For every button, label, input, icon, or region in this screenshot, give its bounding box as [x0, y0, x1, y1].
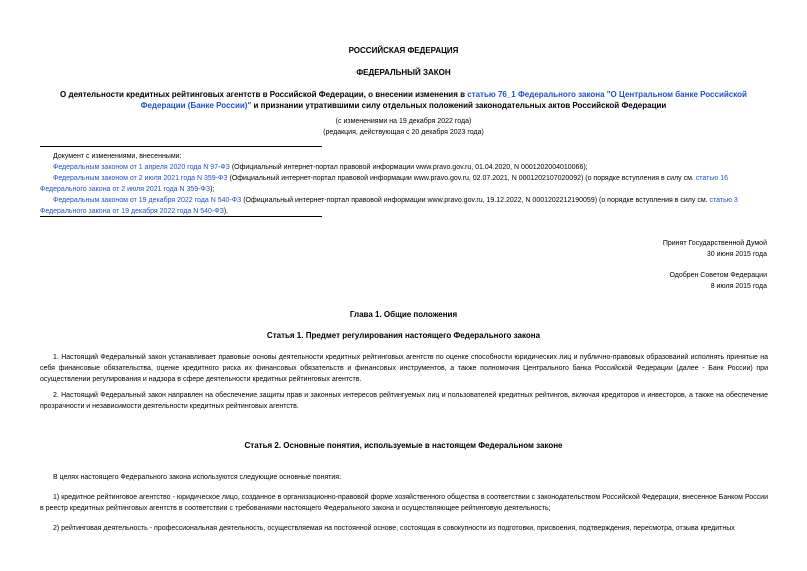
law-title-part2: и признании утратившими силу отдельных положений законодательных актов Российской Федерации	[251, 101, 667, 110]
article2-intro: В целях настоящего Федерального закона используются следующие основные понятия:	[53, 474, 342, 481]
duma-adoption-label: Принят Государственной Думой	[662, 240, 767, 247]
article2-definition2: 2) рейтинговая деятельность - профессиональная деятельность, осуществляемая на постоянной основе, состоящая в совокупности из подготовки, присвоения, подтверждения, пересмотра, отзыва кредитных	[53, 525, 735, 532]
article2-definition1: 1) кредитное рейтинговое агентство - юридическое лицо, созданное в организационно-правовой форме хозяйственного общества в соответствии с законодательством Российской Федерации, внесенное Банком России в реестр кредитных рейтинговых агентств в соответствии с требованиями настоящего Федерального закона и осуществляющее рейтинговую деятельность;	[40, 494, 768, 512]
amendments-bottom-rule	[40, 216, 322, 217]
amendment-entry-link[interactable]: статью 16 Федерального закона от 2 июля 2021 года N 359-ФЗ	[40, 175, 728, 193]
amendment-entry-link[interactable]: статью 3 Федерального закона от 19 декабря 2022 года N 540-ФЗ	[40, 197, 738, 215]
amendment-item-text: (Официальный интернет-портал правовой информации www.pravo.gov.ru, 19.12.2022, N 0001202212190059) (о порядке вступления в силу см.	[241, 197, 710, 204]
amendment-item-tail: );	[210, 186, 215, 193]
chapter1-title: Глава 1. Общие положения	[349, 310, 458, 319]
article1-paragraph1: 1. Настоящий Федеральный закон устанавливает правовые основы деятельности кредитных рейтинговых агентств по оценке способности юридических лиц и публично-правовых образований исполнять принятые на себя финансовые обязательства, оценке кредитного риска их финансовых обязательств и финансовых инструментов, а также полномочия Центрального банка Российской Федерации (далее - Банк России) при осуществлении регулирования и надзора в сфере деятельности кредитных рейтинговых агентств.	[40, 354, 768, 383]
amendment-law-link[interactable]: Федеральным законом от 1 апреля 2020 года N 97-ФЗ	[53, 164, 230, 171]
federation-heading: РОССИЙСКАЯ ФЕДЕРАЦИЯ	[348, 46, 459, 55]
amendment-item	[40, 173, 768, 195]
article2-title: Статья 2. Основные понятия, используемые в настоящем Федеральном законе	[244, 441, 563, 450]
article1-paragraph2: 2. Настоящий Федеральный закон направлен на обеспечение защиты прав и законных интересов рейтингуемых лиц и пользователей кредитных рейтингов, включая кредиторов и инвесторов, а также на обеспечение прозрачности и независимости деятельности кредитных рейтинговых агентств.	[40, 392, 768, 410]
amendment-item	[40, 195, 768, 217]
duma-adoption-date: 30 июня 2015 года	[706, 251, 767, 258]
amendment-item-text: (Официальный интернет-портал правовой информации www.pravo.gov.ru, 02.07.2021, N 0001202107020092) (о порядке вступления в силу см.	[227, 175, 696, 182]
amendment-item	[40, 162, 768, 173]
amendments-top-rule	[40, 146, 322, 147]
council-approval-label: Одобрен Советом Федерации	[669, 272, 767, 279]
amendments-intro: Документ с изменениями, внесенными:	[53, 153, 182, 160]
amendment-item-tail: ).	[223, 208, 229, 215]
amendment-law-link[interactable]: Федеральным законом от 2 июля 2021 года N 359-ФЗ	[53, 175, 228, 182]
central-bank-law-link[interactable]: статью 76_1 Федерального закона "О Центральном банке Российской Федерации (Банке России)"	[140, 90, 747, 110]
amendment-item-text: (Официальный интернет-портал правовой информации www.pravo.gov.ru, 01.04.2020, N 0001202004010066);	[229, 164, 588, 171]
amendment-law-link[interactable]: Федеральным законом от 19 декабря 2022 года N 540-ФЗ	[53, 197, 242, 204]
law-type-heading: ФЕДЕРАЛЬНЫЙ ЗАКОН	[356, 68, 451, 77]
council-approval-date: 8 июля 2015 года	[710, 283, 767, 290]
changes-edition: (с изменениями на 19 декабря 2022 года)	[335, 118, 472, 125]
article1-title: Статья 1. Предмет регулирования настоящего Федерального закона	[266, 331, 541, 340]
law-title-part1: О деятельности кредитных рейтинговых агентств в Российской Федерации, о внесении изменения в	[60, 90, 468, 99]
law-title	[60, 89, 747, 111]
redaction-edition: (редакция, действующая с 20 декабря 2023 года)	[323, 129, 484, 136]
